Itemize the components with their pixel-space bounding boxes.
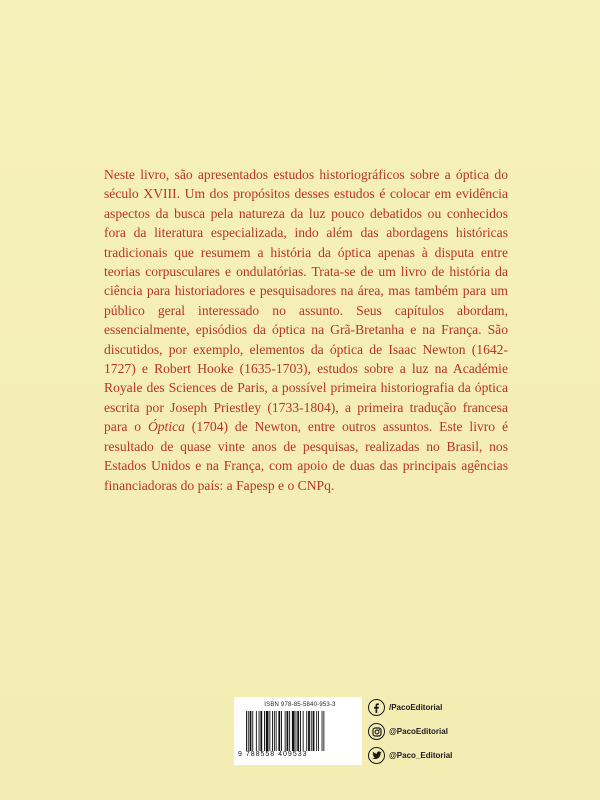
twitter-icon <box>368 747 385 764</box>
barcode-bar <box>278 711 280 751</box>
barcode-bar <box>266 711 269 751</box>
barcode-bar <box>264 711 265 751</box>
barcode-bar <box>285 711 286 751</box>
barcode-bar <box>300 711 301 751</box>
isbn-label: ISBN 978-85-5840-953-3 <box>264 702 336 708</box>
barcode-bar <box>246 711 247 751</box>
instagram-icon <box>368 723 385 740</box>
social-twitter[interactable] <box>368 745 508 766</box>
barcode-bar <box>276 711 277 751</box>
barcode-bar <box>323 711 324 751</box>
barcode-bar <box>287 711 289 751</box>
barcode-digits: 9 788558 409533 <box>238 751 308 758</box>
instagram-handle: @PacoEditorial <box>389 727 448 736</box>
barcode-bar <box>260 711 262 751</box>
barcode-bar <box>313 711 315 751</box>
barcode-bar <box>303 711 304 751</box>
barcode-bar <box>289 711 290 751</box>
barcode-bar <box>296 711 297 751</box>
social-facebook[interactable] <box>368 697 508 718</box>
blurb-part-1: Neste livro, são apresentados estudos historiográficos sobre a óptica do século XVIII. Um dos propósitos desses estudos é colocar em evidência aspectos da busca pela natureza da luz pouco debatidos ou conhecidos fora da literatura especializada, indo além das abordagens históricas tradicionais que resumem a história da óptica apenas à disputa entre teorias corpusculares e ondulatórias. Trata-se de um livro de história da ciência para historiadores e pesquisadores na área, mas também para um público geral interessado no assunto. Seus capítulos abordam, essencialmente, episódios da óptica na Grã-Bretanha e na França. São discutidos, por exemplo, elementos da óptica de Isaac Newton (1642-1727) e Robert Hooke (1635-1703), estudos sobre a luz na Académie Royale des Sciences de Paris, a possível primeira historiografia da óptica escrita por Joseph Priestley (1733-1804), a primeira tradução francesa para o <box>104 167 508 435</box>
barcode-bar <box>252 711 253 751</box>
barcode-bar <box>269 711 270 751</box>
facebook-icon <box>368 699 385 716</box>
barcode-bars <box>246 711 352 751</box>
barcode-bar <box>316 711 317 751</box>
barcode-bar <box>274 711 275 751</box>
barcode-bar <box>250 711 252 751</box>
barcode-bar <box>308 711 310 751</box>
facebook-handle: /PacoEditorial <box>389 703 443 712</box>
blurb-part-2: (1704) de Newton, entre outros assuntos. Este livro é resultado de quase vinte anos de pesquisas, realizadas no Brasil, nos Estados Unidos e na França, com apoio de duas das principais agências financiadoras do país: a Fapesp e o CNPq. <box>104 419 508 493</box>
blurb-italic-title: Óptica <box>147 419 185 435</box>
barcode-bar <box>259 711 260 751</box>
twitter-handle: @Paco_Editorial <box>389 751 453 760</box>
barcode-bar <box>292 711 295 751</box>
barcode-bar <box>311 711 312 751</box>
barcode-bar <box>272 711 273 751</box>
isbn-barcode <box>234 697 362 765</box>
book-blurb <box>104 165 508 495</box>
social-instagram[interactable] <box>368 721 508 742</box>
barcode-bar <box>281 711 282 751</box>
barcode-bar <box>306 711 307 751</box>
barcode-bar <box>322 711 323 751</box>
barcode-bar <box>248 711 249 751</box>
barcode-bar <box>256 711 257 751</box>
social-links <box>368 697 508 769</box>
barcode-bar <box>318 711 319 751</box>
barcode-bar <box>297 711 299 751</box>
